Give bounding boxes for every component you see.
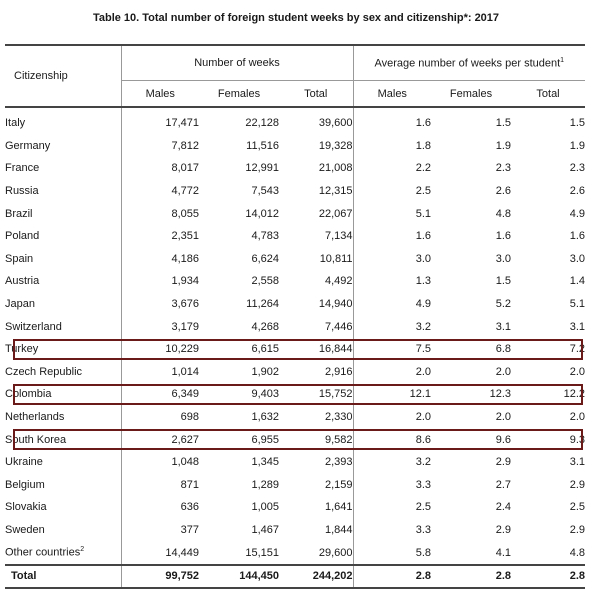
cell-total: 39,600: [318, 117, 353, 130]
cell-country: [5, 293, 121, 316]
cell-avg-females: 2.9: [495, 523, 512, 536]
cell-females: 6,955: [251, 433, 279, 446]
total-total: 244,202: [279, 565, 353, 588]
cell-males: 14,449: [121, 541, 199, 565]
table-row: [5, 135, 585, 158]
cell-country: [5, 202, 121, 225]
cell-avg-males: 2.5: [353, 180, 431, 203]
cell-avg-females: 4.8: [495, 207, 512, 220]
cell-country: [5, 107, 121, 135]
cell-avg-total: 7.2: [569, 343, 586, 356]
cell-country: [5, 474, 121, 497]
cell-avg-females: 12.3: [489, 388, 512, 401]
cell-females: 1,902: [251, 365, 279, 378]
cell-avg-females: 9.6: [495, 433, 512, 446]
cell-avg-total: 3.1: [569, 456, 586, 469]
cell-avg-males: 3.0: [353, 248, 431, 271]
cell-avg-total: 5.1: [569, 298, 586, 311]
table-row: [5, 541, 585, 565]
cell-males: 1,014: [121, 361, 199, 384]
cell-avg-total: 2.3: [569, 162, 586, 175]
cell-females: 11,516: [246, 139, 279, 152]
cell-total: 10,811: [319, 252, 353, 265]
table-row: [5, 157, 585, 180]
cell-avg-females: 5.2: [495, 298, 512, 311]
cell-avg-females: 2.9: [495, 456, 512, 469]
cell-country: [5, 383, 121, 406]
table-row: [5, 361, 585, 384]
cell-males: 4,772: [121, 180, 199, 203]
cell-country: [5, 315, 121, 338]
total-row: [5, 565, 585, 588]
cell-avg-females: 1.5: [495, 275, 512, 288]
cell-females: 7,543: [251, 185, 279, 198]
cell-avg-total: 2.5: [569, 501, 586, 514]
country-name: Ukraine: [5, 456, 43, 469]
cell-total: 21,008: [318, 162, 353, 175]
cell-total: 2,393: [324, 456, 353, 469]
cell-avg-total: 4.8: [569, 546, 586, 559]
total-males: 99,752: [121, 565, 199, 588]
cell-avg-females: 2.0: [495, 411, 512, 424]
country-name: Austria: [5, 275, 40, 288]
cell-country: [5, 451, 121, 474]
cell-avg-males: 2.5: [353, 496, 431, 519]
cell-total: 4,492: [324, 275, 353, 288]
cell-females: 1,345: [251, 456, 279, 469]
table-title: Table 10. Total number of foreign student weeks by sex and citizenship*: 2017: [92, 12, 500, 24]
country-name: Spain: [5, 252, 34, 265]
table-row: [5, 180, 585, 203]
cell-total: 2,330: [324, 411, 353, 424]
cell-avg-total: 2.0: [569, 365, 586, 378]
country-name: Germany: [5, 139, 51, 152]
cell-avg-males: 1.6: [353, 225, 431, 248]
country-name: Turkey: [5, 343, 39, 356]
table-row: [5, 107, 585, 135]
cell-avg-males: 1.3: [353, 270, 431, 293]
cell-avg-total: 4.9: [569, 207, 586, 220]
cell-avg-females: 1.5: [495, 117, 512, 130]
cell-males: 3,676: [121, 293, 199, 316]
cell-avg-males: 12.1: [353, 383, 431, 406]
cell-avg-females: 3.1: [495, 320, 512, 333]
cell-males: 3,179: [121, 315, 199, 338]
foreign-student-weeks-table: [5, 44, 585, 589]
cell-males: 10,229: [121, 338, 199, 361]
cell-total: 12,315: [318, 185, 353, 198]
cell-avg-males: 2.0: [353, 406, 431, 429]
cell-females: 14,012: [245, 207, 279, 220]
cell-males: 2,627: [121, 428, 199, 451]
cell-males: 377: [121, 519, 199, 542]
country-name: Other countries: [5, 546, 81, 559]
cell-total: 2,916: [324, 365, 353, 378]
cell-total: 1,641: [324, 501, 353, 514]
cell-avg-total: 9.3: [569, 433, 586, 446]
cell-avg-total: 12.2: [563, 388, 586, 401]
country-name: Belgium: [5, 478, 45, 491]
cell-females: 22,128: [245, 117, 279, 130]
cell-males: 8,017: [121, 157, 199, 180]
cell-males: 1,048: [121, 451, 199, 474]
country-name: Netherlands: [5, 411, 65, 424]
table-row: [5, 248, 585, 271]
table-row: [5, 428, 585, 451]
country-name: Russia: [5, 185, 39, 198]
cell-total: 29,600: [318, 546, 353, 559]
citizenship-header: Citizenship: [5, 45, 121, 107]
cell-country: [5, 496, 121, 519]
table-row: [5, 474, 585, 497]
country-name: Slovakia: [5, 501, 47, 514]
total-avg-males: 2.8: [353, 565, 431, 588]
cell-females: 9,403: [251, 388, 279, 401]
total-females: 144,450: [199, 565, 279, 588]
average-weeks-header-text: Average number of weeks per student: [374, 57, 561, 70]
cell-country: [5, 541, 121, 565]
cell-total: 2,159: [324, 478, 353, 491]
cell-males: 8,055: [121, 202, 199, 225]
table-row: [5, 519, 585, 542]
cell-avg-males: 5.1: [353, 202, 431, 225]
country-name: Czech Republic: [5, 365, 83, 378]
footnote-marker: 2: [80, 546, 85, 554]
cell-males: 4,186: [121, 248, 199, 271]
footnote-marker: 1: [560, 56, 565, 64]
cell-avg-total: 2.9: [569, 523, 586, 536]
cell-females: 1,289: [251, 478, 279, 491]
avg-males-header: Males: [353, 81, 431, 108]
cell-avg-males: 3.2: [353, 315, 431, 338]
table-row: [5, 202, 585, 225]
cell-total: 19,328: [318, 139, 353, 152]
cell-avg-males: 5.8: [353, 541, 431, 565]
cell-country: [5, 270, 121, 293]
cell-avg-total: 1.4: [569, 275, 586, 288]
table-body: [5, 107, 585, 565]
cell-avg-total: 2.0: [569, 411, 586, 424]
cell-females: 11,264: [246, 298, 279, 311]
cell-males: 17,471: [121, 107, 199, 135]
cell-total: 22,067: [318, 207, 353, 220]
cell-females: 2,558: [251, 275, 279, 288]
cell-total: 14,940: [318, 298, 353, 311]
cell-avg-females: 3.0: [495, 252, 512, 265]
cell-avg-males: 3.3: [353, 519, 431, 542]
cell-total: 15,752: [318, 388, 353, 401]
cell-country: [5, 248, 121, 271]
country-name: Brazil: [5, 207, 33, 220]
cell-avg-females: 1.9: [495, 139, 512, 152]
cell-avg-females: 2.6: [495, 185, 512, 198]
cell-avg-total: 1.5: [569, 117, 586, 130]
cell-avg-females: 1.6: [495, 230, 512, 243]
cell-avg-females: 2.4: [495, 501, 512, 514]
table-row: [5, 270, 585, 293]
cell-avg-females: 2.0: [495, 365, 512, 378]
cell-country: [5, 225, 121, 248]
cell-females: 15,151: [245, 546, 279, 559]
cell-avg-total: 2.9: [569, 478, 586, 491]
cell-males: 2,351: [121, 225, 199, 248]
avg-females-header: Females: [431, 81, 511, 108]
table-row: [5, 225, 585, 248]
cell-males: 6,349: [121, 383, 199, 406]
cell-females: 4,783: [251, 230, 279, 243]
country-name: France: [5, 162, 40, 175]
avg-total-header: Total: [511, 81, 585, 108]
cell-country: [5, 180, 121, 203]
cell-total: 7,446: [324, 320, 353, 333]
cell-country: [5, 135, 121, 158]
cell-total: 7,134: [324, 230, 353, 243]
cell-avg-total: 1.6: [569, 230, 586, 243]
cell-avg-females: 4.1: [495, 546, 512, 559]
cell-females: 6,624: [251, 252, 279, 265]
cell-females: 1,632: [251, 411, 279, 424]
country-name: Italy: [5, 117, 26, 130]
cell-males: 7,812: [121, 135, 199, 158]
cell-males: 636: [121, 496, 199, 519]
country-name: Colombia: [5, 388, 52, 401]
cell-avg-total: 2.6: [569, 185, 586, 198]
table-row: [5, 496, 585, 519]
cell-total: 16,844: [318, 343, 353, 356]
country-name: South Korea: [5, 433, 67, 446]
cell-country: [5, 157, 121, 180]
cell-avg-males: 8.6: [353, 428, 431, 451]
females-header: Females: [199, 81, 279, 108]
cell-total: 1,844: [324, 523, 353, 536]
table-row: [5, 451, 585, 474]
cell-avg-females: 2.7: [495, 478, 512, 491]
table-row: [5, 293, 585, 316]
cell-avg-males: 1.6: [353, 107, 431, 135]
average-weeks-header: [353, 45, 585, 81]
cell-country: [5, 338, 121, 361]
cell-females: 1,467: [251, 523, 279, 536]
cell-males: 871: [121, 474, 199, 497]
cell-avg-males: 2.2: [353, 157, 431, 180]
total-avg-females: 2.8: [431, 565, 511, 588]
number-of-weeks-header: Number of weeks: [121, 45, 353, 81]
cell-females: 6,615: [251, 343, 279, 356]
table-row: [5, 383, 585, 406]
table-row: [5, 315, 585, 338]
cell-avg-males: 7.5: [353, 338, 431, 361]
cell-females: 1,005: [251, 501, 279, 514]
cell-females: 4,268: [251, 320, 279, 333]
cell-total: 9,582: [324, 433, 353, 446]
cell-avg-males: 3.3: [353, 474, 431, 497]
cell-avg-females: 6.8: [495, 343, 512, 356]
total-avg-total: 2.8: [511, 565, 585, 588]
males-header: Males: [121, 81, 199, 108]
cell-avg-males: 4.9: [353, 293, 431, 316]
cell-avg-males: 3.2: [353, 451, 431, 474]
cell-avg-males: 2.0: [353, 361, 431, 384]
table-row: [5, 338, 585, 361]
country-name: Japan: [5, 298, 35, 311]
cell-country: [5, 361, 121, 384]
table-row: [5, 406, 585, 429]
cell-males: 698: [121, 406, 199, 429]
cell-avg-total: 3.1: [569, 320, 586, 333]
total-header: Total: [279, 81, 353, 108]
cell-males: 1,934: [121, 270, 199, 293]
cell-avg-total: 1.9: [569, 139, 586, 152]
cell-avg-females: 2.3: [495, 162, 512, 175]
country-name: Sweden: [5, 523, 45, 536]
country-name: Switzerland: [5, 320, 62, 333]
cell-country: [5, 406, 121, 429]
cell-avg-males: 1.8: [353, 135, 431, 158]
cell-country: [5, 428, 121, 451]
cell-country: [5, 519, 121, 542]
country-name: Poland: [5, 230, 40, 243]
total-label: Total: [5, 565, 121, 588]
cell-avg-total: 3.0: [569, 252, 586, 265]
cell-females: 12,991: [245, 162, 279, 175]
